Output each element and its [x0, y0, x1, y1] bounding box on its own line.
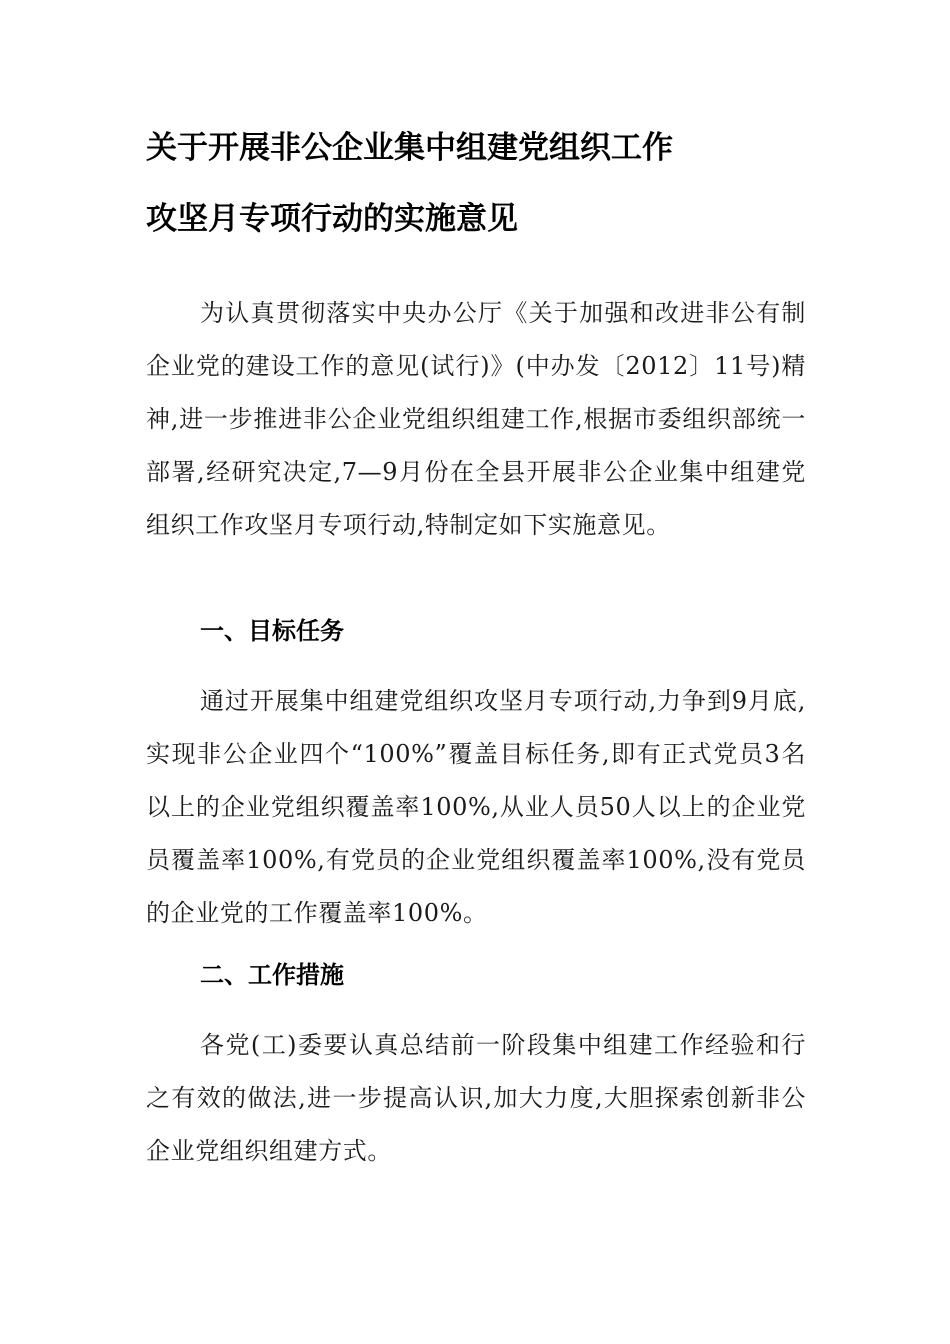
section-paragraph-measures: 各党(工)委要认真总结前一阶段集中组建工作经验和行之有效的做法,进一步提高认识,加大力度,大胆探索创新非公企业党组织组建方式。	[146, 1031, 806, 1165]
section-heading-goals: 一、目标任务	[200, 617, 344, 645]
document-title-line-1: 关于开展非公企业集中组建党组织工作	[146, 130, 673, 166]
section-heading-measures: 二、工作措施	[200, 961, 344, 989]
intro-paragraph: 为认真贯彻落实中央办公厅《关于加强和改进非公有制企业党的建设工作的意见(试行)》(中办发〔2012〕11号)精神,进一步推进非公企业党组织组建工作,根据市委组织部统一部署,经研究决定,7—9月份在全县开展非公企业集中组建党组织工作攻坚月专项行动,特制定如下实施意见。	[146, 299, 806, 539]
section-paragraph-goals: 通过开展集中组建党组织攻坚月专项行动,力争到9月底,实现非公企业四个“100%”覆盖目标任务,即有正式党员3名以上的企业党组织覆盖率100%,从业人员50人以上的企业党员覆盖率100%,有党员的企业党组织覆盖率100%,没有党员的企业党的工作覆盖率100%。	[146, 687, 806, 927]
document-title-line-2: 攻坚月专项行动的实施意见	[146, 201, 518, 237]
